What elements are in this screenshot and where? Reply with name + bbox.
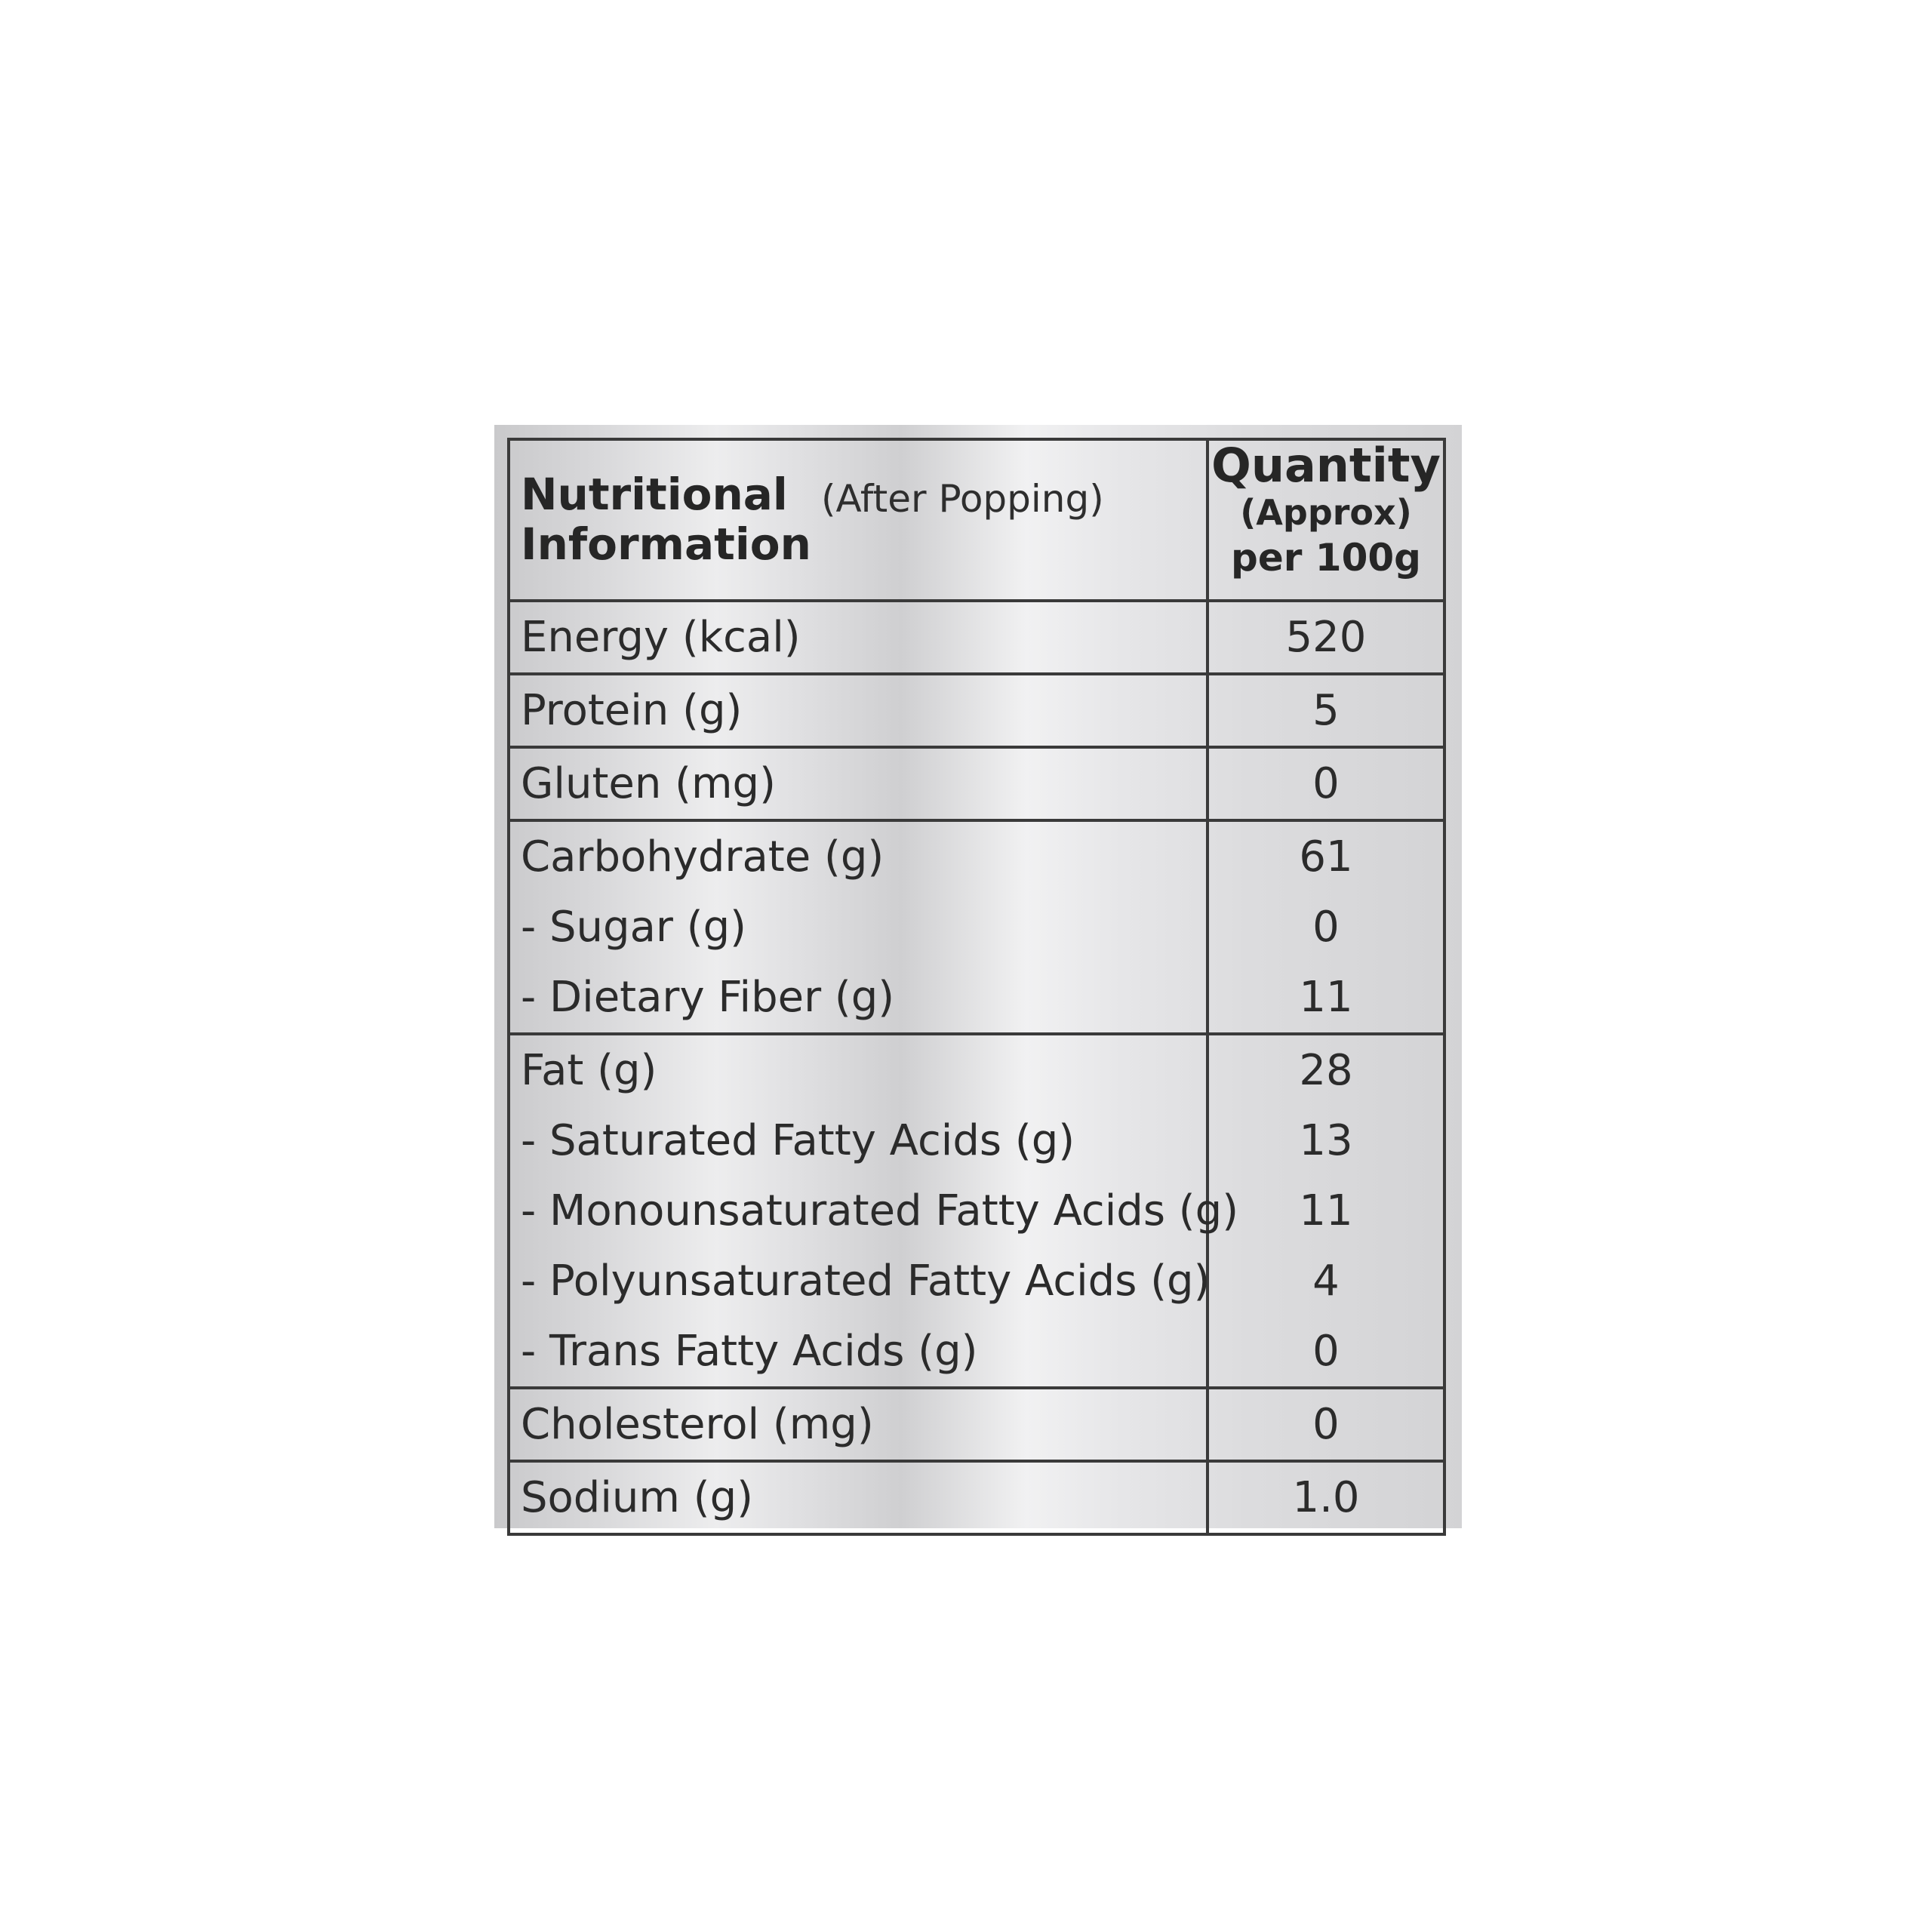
nutrient-name: Gluten (mg)	[521, 759, 776, 808]
quantity-basis: per 100g	[1231, 536, 1421, 580]
nutrient-value: 13	[1299, 1116, 1353, 1165]
nutrient-name: - Trans Fatty Acids (g)	[521, 1327, 978, 1376]
nutrient-name: - Monounsaturated Fatty Acids (g)	[521, 1186, 1239, 1235]
table-row	[509, 1034, 1444, 1388]
nutrient-value: 61	[1299, 832, 1353, 881]
table-title	[521, 469, 811, 569]
nutrient-name: - Saturated Fatty Acids (g)	[521, 1116, 1075, 1165]
nutrient-name: Sodium (g)	[521, 1473, 753, 1522]
table-row	[509, 1388, 1444, 1461]
nutrient-name: Fat (g)	[521, 1046, 657, 1095]
nutrient-name: - Sugar (g)	[521, 903, 746, 952]
nutrient-value-cell	[1208, 674, 1444, 747]
nutrient-name-cell	[509, 1461, 1208, 1534]
nutrient-value: 1.0	[1292, 1473, 1360, 1522]
nutrient-name: - Dietary Fiber (g)	[521, 973, 895, 1022]
nutrition-table	[507, 438, 1446, 1536]
table-row	[509, 674, 1444, 747]
nutrient-name: - Polyunsaturated Fatty Acids (g)	[521, 1257, 1211, 1306]
nutrient-value-cell	[1208, 1461, 1444, 1534]
nutrient-value: 0	[1312, 759, 1340, 808]
nutrient-value: 0	[1312, 1327, 1340, 1376]
nutrient-name: Carbohydrate (g)	[521, 832, 884, 881]
nutrient-name-cell	[509, 601, 1208, 674]
nutrient-value: 0	[1312, 903, 1340, 952]
nutrient-name-cell	[509, 1034, 1239, 1388]
table-row	[509, 601, 1444, 674]
nutrient-name-cell	[509, 1388, 1208, 1461]
nutrient-value-cell	[1208, 1034, 1444, 1388]
nutrient-name: Protein (g)	[521, 686, 743, 735]
nutrient-value: 520	[1285, 613, 1367, 662]
table-row	[509, 1461, 1444, 1534]
table-title-line2: Information	[521, 518, 811, 570]
nutrient-value-cell	[1208, 601, 1444, 674]
table-header-quantity-cell	[1208, 439, 1444, 601]
nutrient-name: Energy (kcal)	[521, 613, 801, 662]
table-title-line1: Nutritional	[521, 469, 788, 520]
nutrient-name: Cholesterol (mg)	[521, 1400, 874, 1449]
nutrient-value-cell	[1208, 1388, 1444, 1461]
table-subtitle: (After Popping)	[821, 477, 1104, 521]
nutrient-value: 5	[1312, 686, 1340, 735]
nutrition-label-panel	[494, 425, 1462, 1528]
table-row	[509, 820, 1444, 1034]
nutrient-value: 11	[1299, 1186, 1353, 1235]
nutrient-name-cell	[509, 747, 1208, 820]
nutrient-name-cell	[509, 820, 1208, 1034]
nutrient-value-cell	[1208, 747, 1444, 820]
nutrient-value: 28	[1299, 1046, 1353, 1095]
quantity-heading: Quantity	[1211, 438, 1441, 493]
table-row	[509, 747, 1444, 820]
quantity-approx: (Approx)	[1240, 492, 1412, 533]
table-header-title-cell	[509, 439, 1208, 601]
nutrient-value: 11	[1299, 973, 1353, 1022]
nutrient-name-cell	[509, 674, 1208, 747]
nutrient-value: 4	[1312, 1257, 1340, 1306]
table-header-row	[509, 439, 1444, 601]
nutrient-value-cell	[1208, 820, 1444, 1034]
nutrient-value: 0	[1312, 1400, 1340, 1449]
